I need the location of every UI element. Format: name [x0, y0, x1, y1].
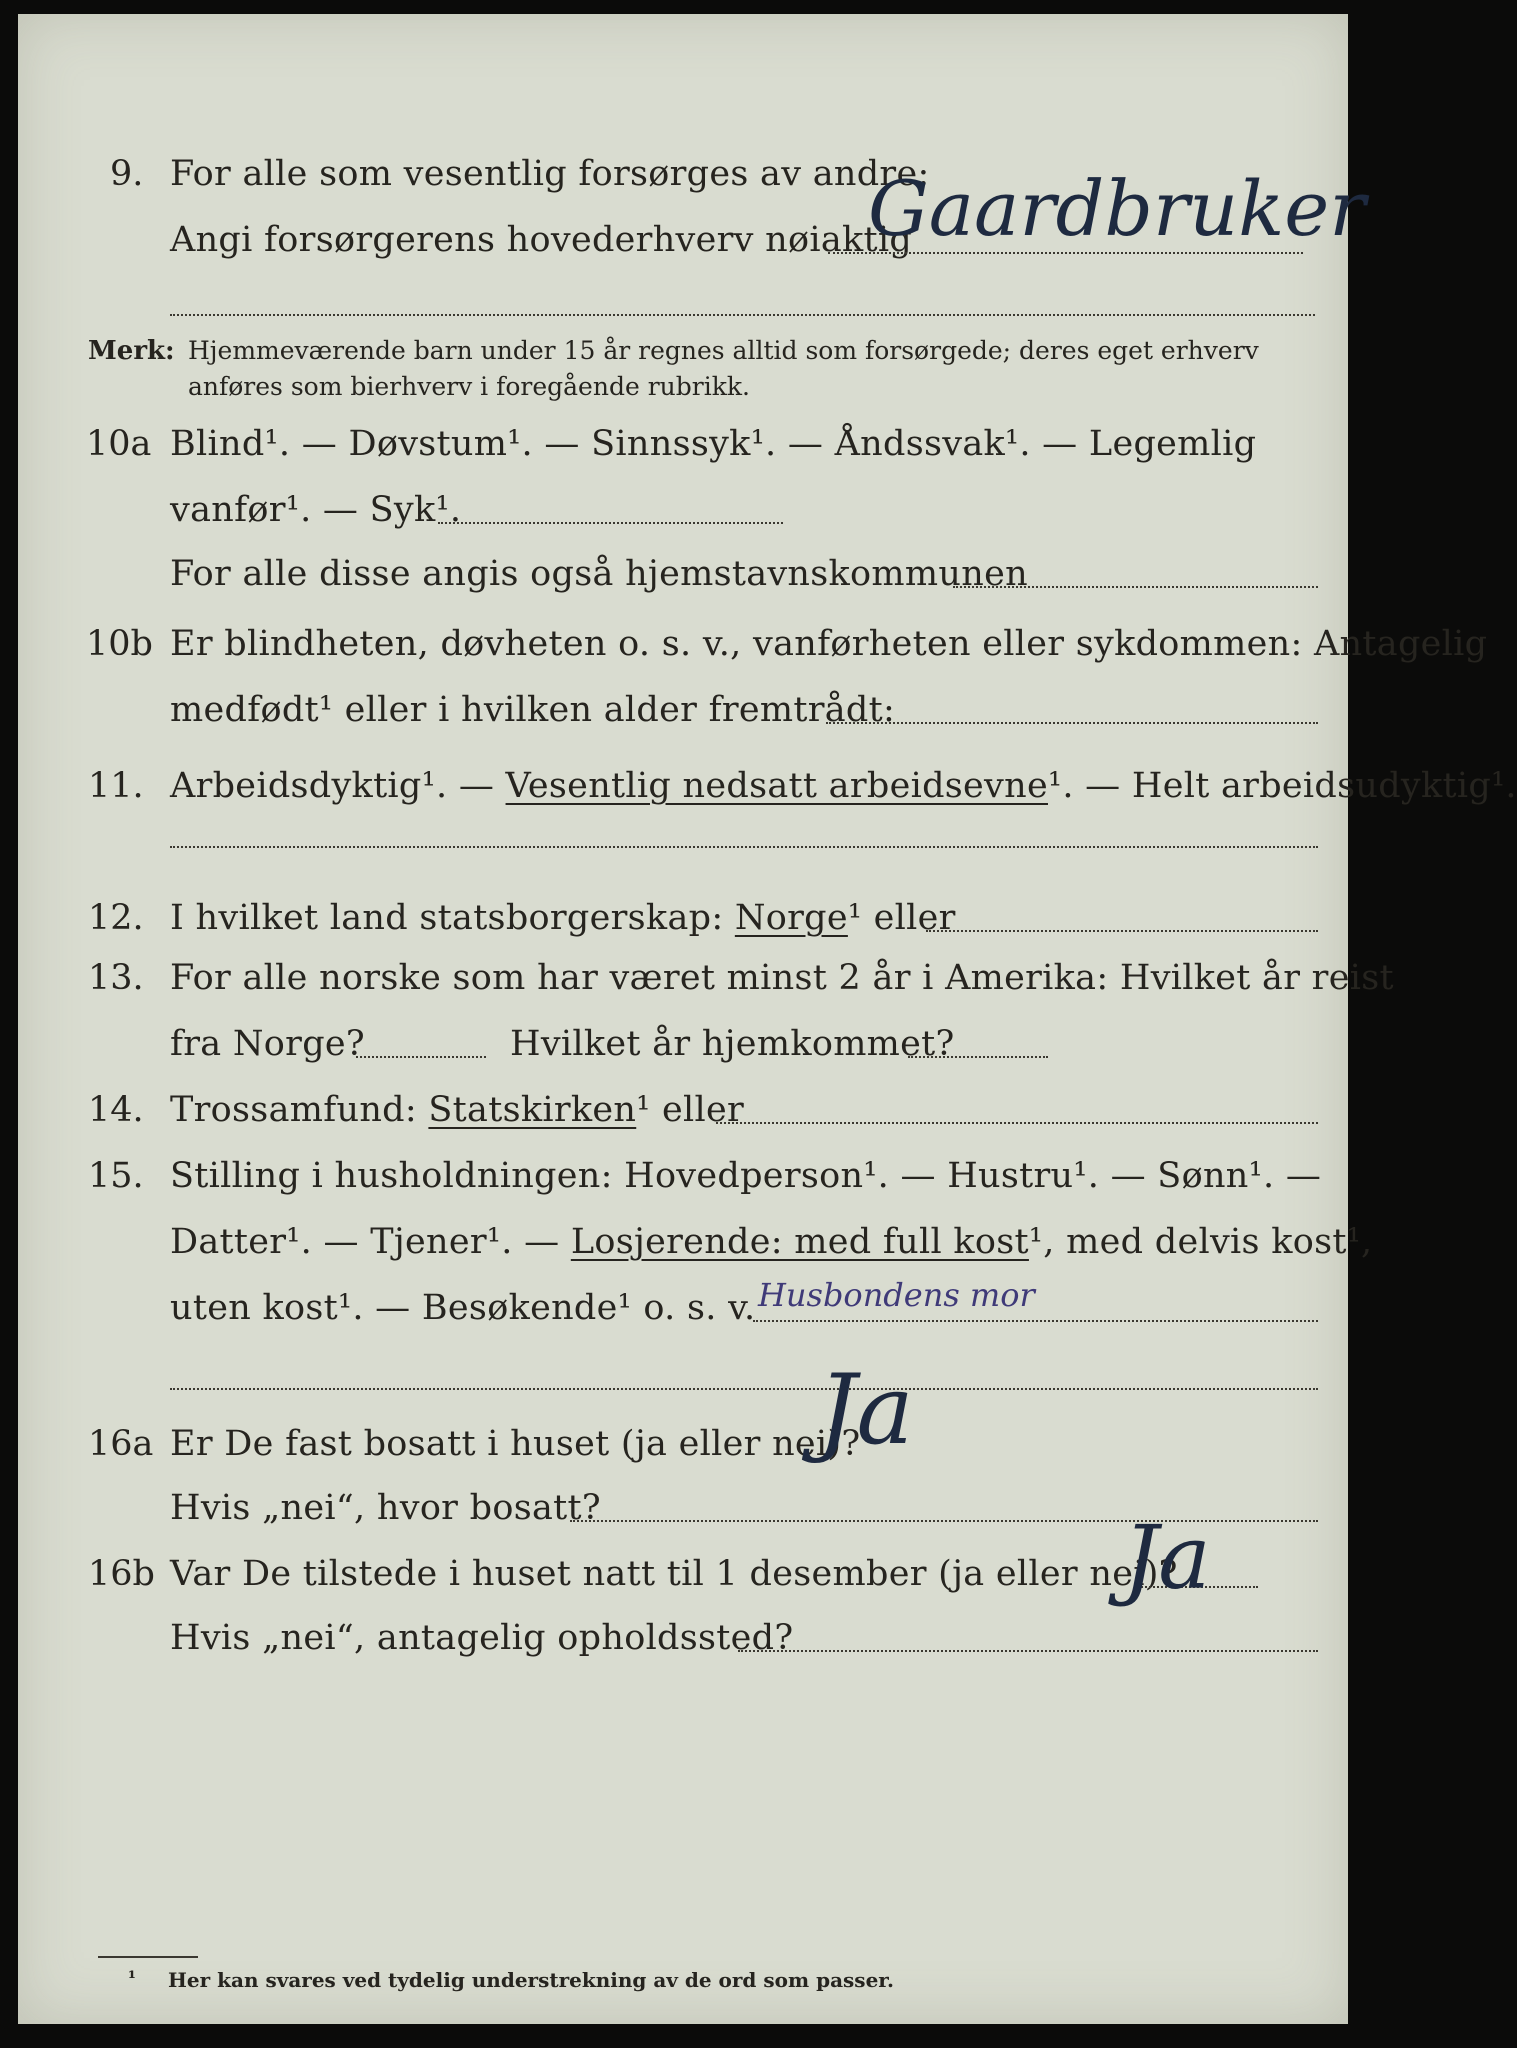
q15-line2c: ¹, med delvis kost¹, — [1028, 1222, 1373, 1262]
q11-extra-line — [170, 846, 1318, 848]
q10b-number: 10b — [86, 624, 153, 664]
q12-underlined-option: Norge — [734, 898, 848, 938]
q13-year-left-line — [356, 1056, 486, 1058]
q10a-syk-line — [438, 522, 783, 524]
q15-line2a: Datter¹. — Tjener¹. — — [170, 1222, 571, 1262]
q14-part1: Trossamfund: — [170, 1090, 429, 1130]
merk-line2: anføres som bierhverv i foregående rubrikk. — [188, 372, 750, 401]
footnote-mark: ¹ — [128, 1968, 136, 1989]
q16a-line2: Hvis „nei“, hvor bosatt? — [170, 1488, 601, 1528]
q12-number: 12. — [88, 898, 144, 938]
q13-line1: For alle norske som har været minst 2 år i Amerika: Hvilket år reist — [170, 958, 1394, 998]
q9-line1: For alle som vesentlig forsørges av andre: — [170, 154, 930, 194]
q15-line3: uten kost¹. — Besøkende¹ o. s. v. — [170, 1288, 756, 1328]
q14-number: 14. — [88, 1090, 144, 1130]
q16a-handwritten-answer: Ja — [818, 1354, 914, 1466]
q11-underlined-option: Vesentlig nedsatt arbeidsevne — [505, 766, 1048, 806]
q13-year-returned-line — [908, 1056, 1048, 1058]
q15-extra-line — [170, 1388, 1318, 1390]
q14-underlined-option: Statskirken — [428, 1090, 637, 1130]
census-form-page — [18, 14, 1517, 2024]
q10a-kommune-line — [953, 586, 1318, 588]
q14-line — [170, 1090, 744, 1130]
q14-answer-line — [716, 1122, 1318, 1124]
q10b-answer-line — [826, 722, 1318, 724]
q16b-line2: Hvis „nei“, antagelig opholdssted? — [170, 1618, 794, 1658]
q12-part3: ¹ eller — [847, 898, 956, 938]
q15-underlined-option: Losjerende: med full kost — [570, 1222, 1029, 1262]
q16b-handwritten-answer: Ja — [1123, 1506, 1211, 1609]
footnote-rule — [98, 1956, 198, 1958]
q9-number: 9. — [110, 154, 144, 194]
q11-part3: ¹. — Helt arbeidsudyktig¹. — [1047, 766, 1517, 806]
q16b-line1: Var De tilstede i huset natt til 1 desember (ja eller nei)? — [170, 1554, 1178, 1594]
q15-line2 — [170, 1222, 1372, 1262]
q10b-line2: medfødt¹ eller i hvilken alder fremtrådt: — [170, 690, 896, 730]
merk-label: Merk: — [88, 336, 175, 366]
q12-part1: I hvilket land statsborgerskap: — [170, 898, 735, 938]
q13-line2a: fra Norge? — [170, 1024, 365, 1064]
q15-handwritten-answer: Husbondens mor — [758, 1276, 1035, 1314]
q11-line — [170, 766, 1517, 806]
q13-line2b: Hvilket år hjemkommet? — [510, 1024, 955, 1064]
q15-answer-line — [753, 1320, 1318, 1322]
footnote-text: Her kan svares ved tydelig understrekning av de ord som passer. — [168, 1968, 894, 1992]
q15-line1: Stilling i husholdningen: Hovedperson¹. — Hustru¹. — Sønn¹. — — [170, 1156, 1322, 1196]
q9-extra-line — [170, 314, 1315, 316]
q13-number: 13. — [88, 958, 144, 998]
q9-line2: Angi forsørgerens hovederhverv nøiaktig — [170, 220, 913, 260]
q12-answer-line — [926, 930, 1318, 932]
q9-handwritten-answer: Gaardbruker — [868, 164, 1366, 253]
q16a-number: 16a — [88, 1424, 154, 1464]
q15-number: 15. — [88, 1156, 144, 1196]
q10a-line1: Blind¹. — Døvstum¹. — Sinnssyk¹. — Åndssvak¹. — Legemlig — [170, 424, 1257, 464]
q16a-line1: Er De fast bosatt i huset (ja eller nei)? — [170, 1424, 861, 1464]
q10b-line1: Er blindheten, døvheten o. s. v., vanførheten eller sykdommen: Antagelig — [170, 624, 1488, 664]
q16b-number: 16b — [88, 1554, 155, 1594]
q11-part1: Arbeidsdyktig¹. — — [170, 766, 506, 806]
q11-number: 11. — [88, 766, 144, 806]
q12-line — [170, 898, 956, 938]
q10a-line2: vanfør¹. — Syk¹. — [170, 490, 462, 530]
q14-part3: ¹ eller — [636, 1090, 745, 1130]
q10a-line3: For alle disse angis også hjemstavnskommunen — [170, 554, 1028, 594]
q10a-number: 10a — [86, 424, 152, 464]
merk-line1: Hjemmeværende barn under 15 år regnes alltid som forsørgede; deres eget erhverv — [188, 336, 1259, 365]
q16b-opholdssted-line — [738, 1650, 1318, 1652]
